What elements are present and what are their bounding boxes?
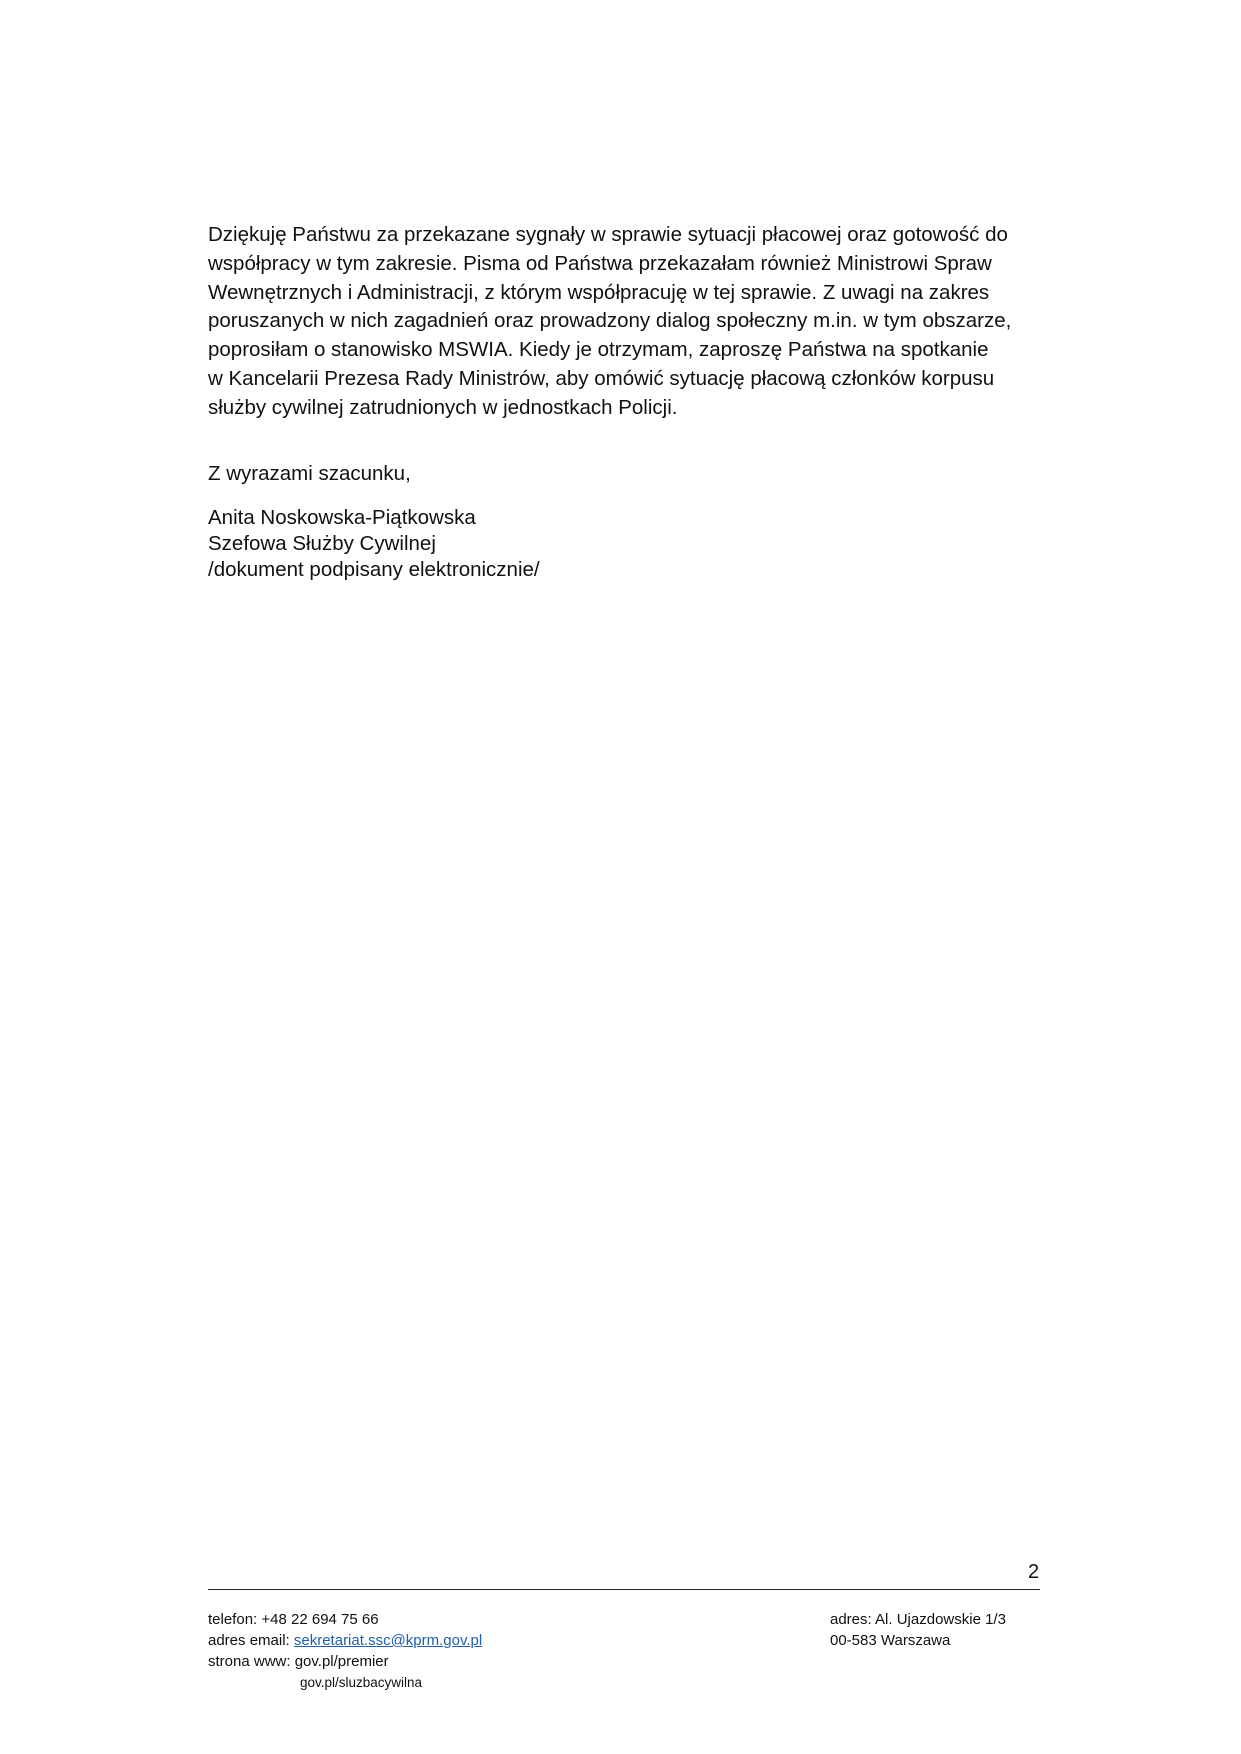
letter-body	[208, 221, 1012, 423]
page-number: 2	[1028, 1561, 1040, 1583]
signature-note: /dokument podpisany elektronicznie/	[208, 558, 540, 581]
body-line: poruszanych w nich zagadnień oraz prowadzony dialog społeczny m.in. w tym obszarze,	[208, 309, 1012, 333]
body-line: Wewnętrznych i Administracji, z którym współpracuję w tej sprawie. Z uwagi na zakres	[208, 280, 990, 304]
email-link[interactable]: sekretariat.ssc@kprm.gov.pl	[293, 1632, 483, 1649]
body-line: współpracy w tym zakresie. Pisma od Państwa przekazałam również Ministrowi Spraw	[208, 251, 992, 275]
phone-number: +48 22 694 75 66	[261, 1611, 379, 1628]
footer-email	[208, 1630, 482, 1651]
body-line: służby cywilnej zatrudnionych w jednostkach Policji.	[208, 395, 678, 419]
signature-block	[208, 505, 540, 583]
footer-www	[208, 1651, 482, 1672]
www-link-sluzbacywilna: gov.pl/sluzbacywilna	[300, 1675, 423, 1690]
footer-address	[830, 1609, 1006, 1651]
signatory-title: Szefowa Służby Cywilnej	[208, 532, 436, 555]
footer-contact	[208, 1609, 482, 1693]
www-link-premier: gov.pl/premier	[294, 1653, 389, 1670]
closing-salutation: Z wyrazami szacunku,	[208, 462, 411, 485]
address-label: adres:	[830, 1611, 872, 1628]
body-line: w Kancelarii Prezesa Rady Ministrów, aby omówić sytuację płacową członków korpusu	[208, 366, 995, 390]
footer-phone	[208, 1609, 482, 1630]
footer-divider	[208, 1589, 1040, 1590]
body-line: poprosiłam o stanowisko MSWIA. Kiedy je otrzymam, zaproszę Państwa na spotkanie	[208, 338, 989, 362]
signatory-name: Anita Noskowska-Piątkowska	[208, 506, 476, 529]
email-label: adres email:	[208, 1632, 290, 1649]
address-street: Al. Ujazdowskie 1/3	[875, 1611, 1006, 1628]
address-line-2: 00-583 Warszawa	[830, 1632, 951, 1649]
phone-label: telefon:	[208, 1611, 258, 1628]
www-label: strona www:	[208, 1653, 291, 1670]
body-line: Dziękuję Państwu za przekazane sygnały w sprawie sytuacji płacowej oraz gotowość do	[208, 223, 1008, 246]
address-line-1	[830, 1609, 1006, 1630]
